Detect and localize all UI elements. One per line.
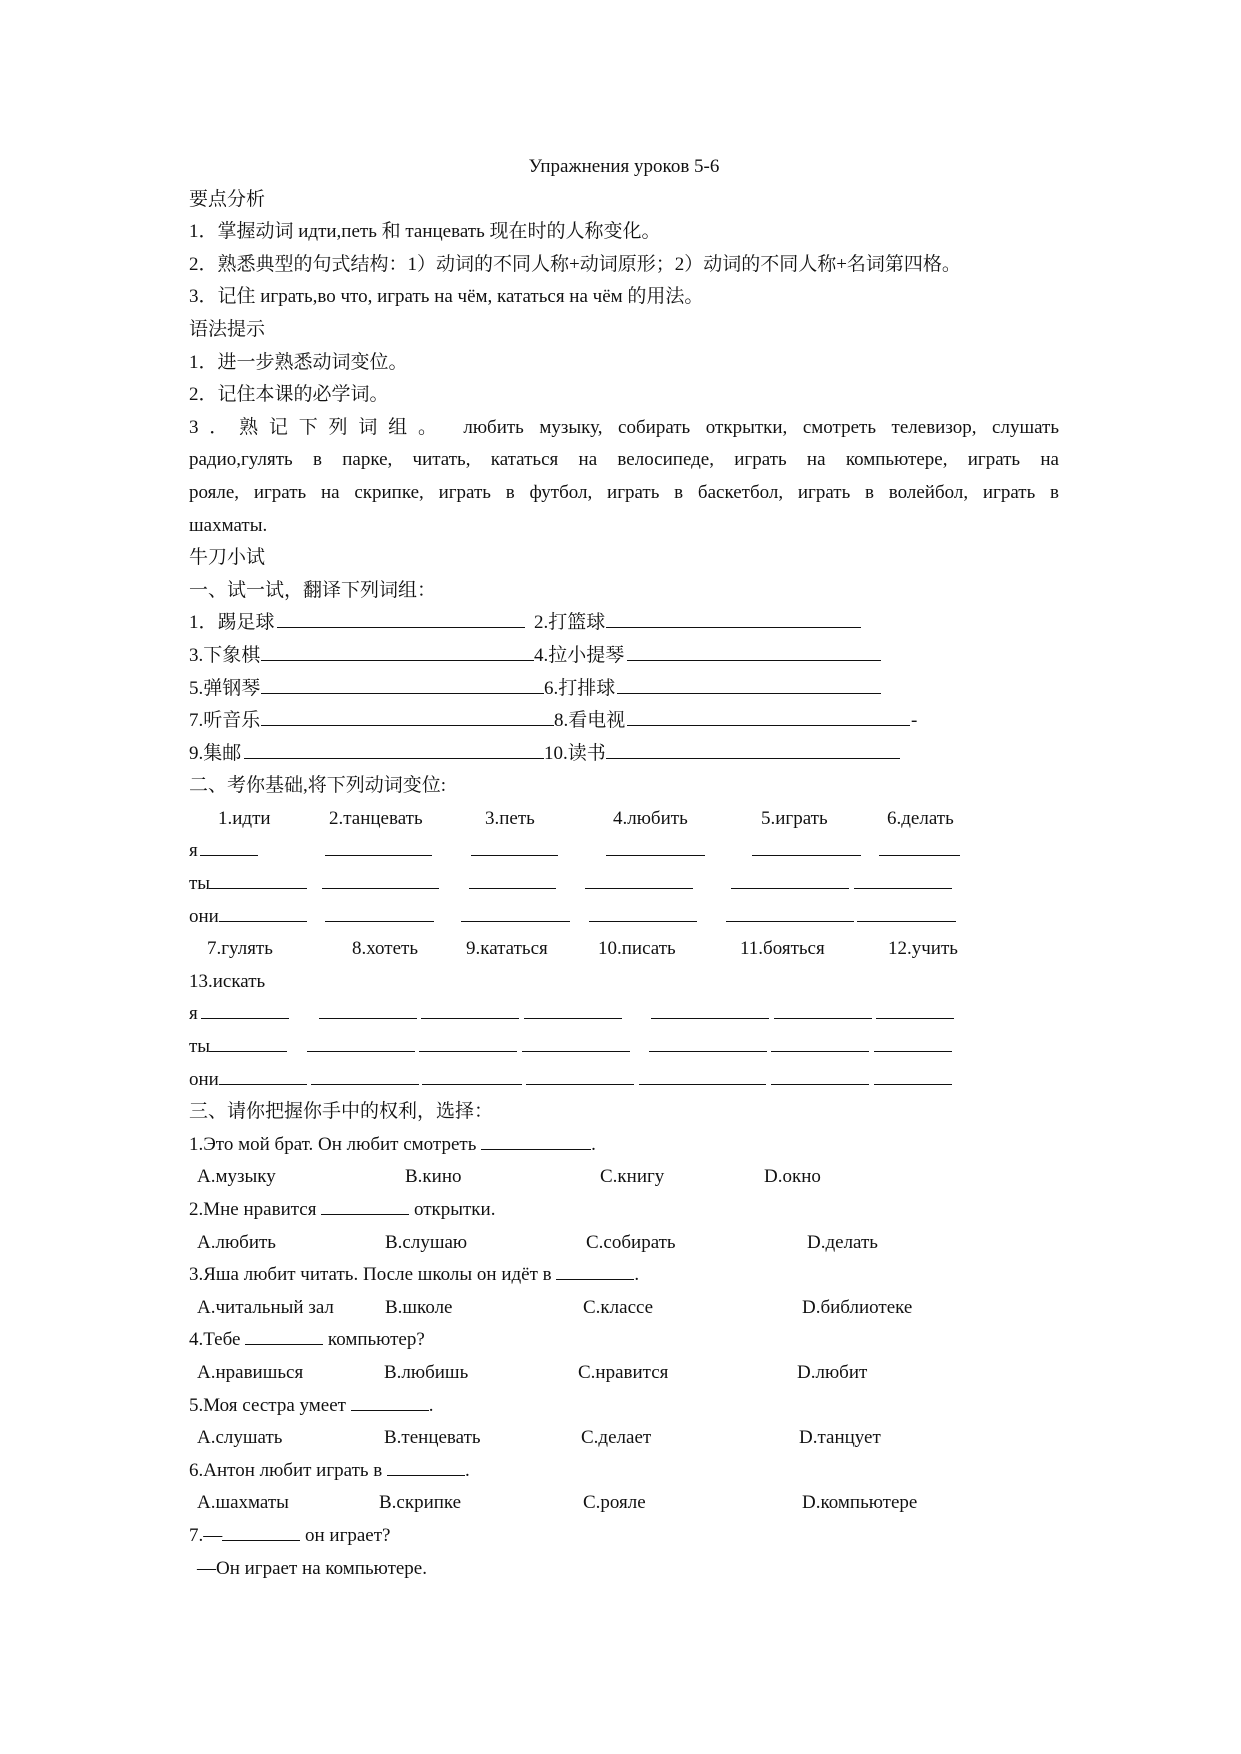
option-c[interactable]: C.делает xyxy=(581,1427,652,1449)
translate-prompt: 4.拉小提琴 xyxy=(534,644,625,666)
option-a[interactable]: A.музыку xyxy=(197,1166,276,1188)
option-b[interactable]: B.скрипке xyxy=(379,1492,462,1514)
option-c[interactable]: C.книгу xyxy=(600,1166,665,1188)
answer-blank[interactable] xyxy=(651,998,769,1019)
verb-label: 13.искать xyxy=(189,970,266,992)
answer-blank[interactable] xyxy=(617,673,881,694)
key-point-1: 1．掌握动词 идти,петь 和 танцевать 现在时的人称变化。 xyxy=(189,221,661,243)
answer-blank[interactable] xyxy=(649,1031,767,1052)
answer-blank[interactable] xyxy=(244,738,544,759)
answer-blank[interactable] xyxy=(874,1031,952,1052)
answer-blank[interactable] xyxy=(201,998,289,1019)
conjugation-row-ty xyxy=(189,1031,1059,1064)
answer-blank[interactable] xyxy=(469,868,556,889)
answer-blank[interactable] xyxy=(522,1031,630,1052)
section-heading-grammar: 语法提示 xyxy=(189,318,266,340)
question-text: 7.— xyxy=(189,1524,223,1546)
answer-blank[interactable] xyxy=(325,901,434,922)
question-3 xyxy=(189,1259,1059,1292)
answer-blank[interactable] xyxy=(627,640,881,661)
option-c[interactable]: C.классе xyxy=(583,1296,654,1318)
answer-blank[interactable] xyxy=(307,1031,415,1052)
verb-label: 9.кататься xyxy=(466,938,548,960)
option-d[interactable]: D.библиотеке xyxy=(802,1296,913,1318)
question-4 xyxy=(189,1324,1059,1357)
pronoun-label: ты xyxy=(189,873,211,895)
answer-blank[interactable] xyxy=(311,1064,419,1085)
answer-blank[interactable] xyxy=(200,835,258,856)
option-b[interactable]: B.слушаю xyxy=(385,1231,468,1253)
answer-blank[interactable] xyxy=(245,1324,323,1345)
option-b[interactable]: B.тенцевать xyxy=(384,1427,481,1449)
question-text: 6.Антон любит играть в xyxy=(189,1459,388,1481)
question-text: 4.Тебе xyxy=(189,1329,246,1351)
question-2 xyxy=(189,1194,1059,1227)
answer-blank[interactable] xyxy=(589,901,697,922)
section-heading-practice: 牛刀小试 xyxy=(189,547,266,569)
options-row xyxy=(189,1161,1059,1194)
options-row xyxy=(189,1292,1059,1325)
answer-blank[interactable] xyxy=(419,1031,517,1052)
answer-blank[interactable] xyxy=(876,998,954,1019)
option-d[interactable]: D.танцует xyxy=(799,1427,881,1449)
answer-blank[interactable] xyxy=(726,901,854,922)
answer-blank[interactable] xyxy=(585,868,693,889)
worksheet-page xyxy=(189,151,1059,1585)
question-text-end: . xyxy=(465,1459,470,1481)
verb-label: 8.хотеть xyxy=(352,938,418,960)
verb-header-row xyxy=(189,966,1059,999)
trailing-dash: - xyxy=(911,710,918,732)
option-c[interactable]: C.рояле xyxy=(583,1492,646,1514)
option-c[interactable]: C.собирать xyxy=(586,1231,676,1253)
answer-blank[interactable] xyxy=(222,1520,300,1541)
option-d[interactable]: D.окно xyxy=(764,1166,821,1188)
verb-label: 4.любить xyxy=(613,807,688,829)
question-text-end: . xyxy=(591,1133,596,1155)
answer-blank[interactable] xyxy=(774,998,872,1019)
translate-row xyxy=(189,607,1059,640)
answer-blank[interactable] xyxy=(752,835,861,856)
translate-prompt: 7.听音乐 xyxy=(189,710,261,732)
answer-blank[interactable] xyxy=(854,868,952,889)
translate-row xyxy=(189,738,1059,771)
question-text: 5.Моя сестра умеет xyxy=(189,1394,351,1416)
question-text-end: . xyxy=(634,1264,640,1286)
translate-prompt: 3.下象棋 xyxy=(189,644,261,666)
grammar-point-3-line-3: рояле, играть на скрипке, играть в футбол, играть в баскетбол, играть в волейбол, играть в xyxy=(189,481,1059,503)
pronoun-label: ты xyxy=(189,1036,211,1058)
answer-blank[interactable] xyxy=(606,607,861,628)
question-text-end: он играет? xyxy=(300,1524,391,1546)
grammar-point-3-line-4: шахматы. xyxy=(189,514,268,536)
key-point-3: 3．记住 играть,во что, играть на чём, кататься на чём 的用法。 xyxy=(189,286,704,308)
verb-header-row xyxy=(189,933,1059,966)
answer-blank[interactable] xyxy=(387,1455,465,1476)
answer-blank[interactable] xyxy=(319,998,417,1019)
answer-blank[interactable] xyxy=(261,673,544,694)
question-text: 1.Это мой брат. Он любит смотреть xyxy=(189,1133,482,1155)
answer-blank[interactable] xyxy=(524,998,622,1019)
option-a[interactable]: A.нравишься xyxy=(197,1361,304,1383)
answer-blank[interactable] xyxy=(322,868,439,889)
grammar-point-3-line-2: радио,гулять в парке, читать, кататься на велосипеде, играть на компьютере, играть на xyxy=(189,449,1059,471)
option-b[interactable]: B.любишь xyxy=(384,1361,469,1383)
option-b[interactable]: B.школе xyxy=(385,1296,453,1318)
pronoun-label: они xyxy=(189,1068,219,1090)
option-d[interactable]: D.компьютере xyxy=(802,1492,918,1514)
answer-blank[interactable] xyxy=(219,901,307,922)
verb-label: 7.гулять xyxy=(207,938,273,960)
question-1 xyxy=(189,1129,1059,1162)
answer-blank[interactable] xyxy=(639,1064,766,1085)
answer-blank[interactable] xyxy=(526,1064,634,1085)
answer-blank[interactable] xyxy=(261,705,554,726)
answer-blank[interactable] xyxy=(731,868,849,889)
translate-prompt: 2.打篮球 xyxy=(534,612,606,634)
answer-blank[interactable] xyxy=(627,705,910,726)
answer-blank[interactable] xyxy=(857,901,956,922)
translate-prompt: 1．踢足球 xyxy=(189,612,275,634)
options-row xyxy=(189,1487,1059,1520)
answer-blank[interactable] xyxy=(874,1064,952,1085)
option-a[interactable]: A.читальный зал xyxy=(197,1296,334,1318)
page-title: Упражнения уроков 5-6 xyxy=(528,156,720,177)
translate-row xyxy=(189,705,1059,738)
answer-blank[interactable] xyxy=(219,1064,307,1085)
conjugation-row-ya xyxy=(189,998,1059,1031)
translate-prompt: 8.看电视 xyxy=(554,710,626,732)
conjugation-row-ty xyxy=(189,868,1059,901)
verb-header-row xyxy=(189,803,1059,836)
question-text: 2.Мне нравится xyxy=(189,1199,322,1220)
translate-prompt: 9.集邮 xyxy=(189,742,242,764)
answer-blank[interactable] xyxy=(879,835,960,856)
answer-blank[interactable] xyxy=(209,1031,287,1052)
pronoun-label: они xyxy=(189,905,219,927)
question-text-end: открытки. xyxy=(409,1199,496,1220)
key-point-2: 2．熟悉典型的句式结构：1）动词的不同人称+动词原形；2）动词的不同人称+名词第四格。 xyxy=(189,253,961,275)
grammar-point-3-line-1: 3．熟记下列词组。 любить музыку, собирать открытки, смотреть телевизор, слушать xyxy=(189,416,1059,438)
pronoun-label: я xyxy=(189,840,198,862)
answer-blank[interactable] xyxy=(606,738,900,759)
question-7 xyxy=(189,1520,1059,1553)
grammar-point-1: 1．进一步熟悉动词变位。 xyxy=(189,351,408,373)
verb-label: 10.писать xyxy=(598,938,676,960)
answer-blank[interactable] xyxy=(209,868,307,889)
answer-blank[interactable] xyxy=(771,1064,869,1085)
translate-row xyxy=(189,640,1059,673)
question-5 xyxy=(189,1390,1059,1423)
answer-blank[interactable] xyxy=(351,1390,429,1411)
option-b[interactable]: B.кино xyxy=(405,1166,462,1188)
question-7-answer: —Он играет на компьютере. xyxy=(197,1557,427,1579)
answer-blank[interactable] xyxy=(556,1259,634,1280)
answer-blank[interactable] xyxy=(606,835,705,856)
answer-blank[interactable] xyxy=(261,640,534,661)
answer-blank[interactable] xyxy=(321,1194,409,1215)
option-a[interactable]: A.шахматы xyxy=(197,1492,289,1514)
translate-prompt: 10.读书 xyxy=(544,742,606,764)
option-d[interactable]: D.делать xyxy=(807,1231,878,1253)
answer-blank[interactable] xyxy=(471,835,558,856)
grammar-point-2: 2．记住本课的必学词。 xyxy=(189,384,389,406)
translate-prompt: 6.打排球 xyxy=(544,677,616,699)
part3-title: 三、请你把握你手中的权利，选择： xyxy=(189,1101,494,1123)
verb-label: 1.идти xyxy=(218,807,271,829)
question-text-end: компьютер? xyxy=(323,1329,425,1351)
options-row xyxy=(189,1422,1059,1455)
section-heading-key-points: 要点分析 xyxy=(189,188,266,210)
question-text: 3.Яша любит читать. После школы он идёт в xyxy=(189,1264,557,1286)
answer-blank[interactable] xyxy=(461,901,570,922)
options-row xyxy=(189,1357,1059,1390)
answer-blank[interactable] xyxy=(325,835,432,856)
option-c[interactable]: C.нравится xyxy=(578,1361,669,1383)
translate-prompt: 5.弹钢琴 xyxy=(189,677,261,699)
option-a[interactable]: A.любить xyxy=(197,1231,276,1253)
verb-label: 3.петь xyxy=(485,807,535,829)
part2-title: 二、考你基础,将下列动词变位: xyxy=(189,775,447,797)
conjugation-row-oni xyxy=(189,901,1059,934)
translate-row xyxy=(189,673,1059,706)
verb-label: 6.делать xyxy=(887,807,954,829)
answer-blank[interactable] xyxy=(771,1031,869,1052)
answer-blank[interactable] xyxy=(421,998,519,1019)
conjugation-row-oni xyxy=(189,1064,1059,1097)
question-text-end: . xyxy=(428,1394,434,1416)
option-a[interactable]: A.слушать xyxy=(197,1427,283,1449)
verb-label: 12.учить xyxy=(888,938,958,960)
verb-label: 11.бояться xyxy=(740,938,825,960)
question-6 xyxy=(189,1455,1059,1488)
option-d[interactable]: D.любит xyxy=(797,1361,868,1383)
verb-label: 2.танцевать xyxy=(329,807,423,829)
answer-blank[interactable] xyxy=(481,1129,591,1150)
conjugation-row-ya xyxy=(189,835,1059,868)
pronoun-label: я xyxy=(189,1003,198,1025)
options-row xyxy=(189,1227,1059,1260)
answer-blank[interactable] xyxy=(422,1064,522,1085)
part1-title: 一、试一试，翻译下列词组： xyxy=(189,579,437,601)
answer-blank[interactable] xyxy=(277,607,525,628)
verb-label: 5.играть xyxy=(761,807,828,829)
